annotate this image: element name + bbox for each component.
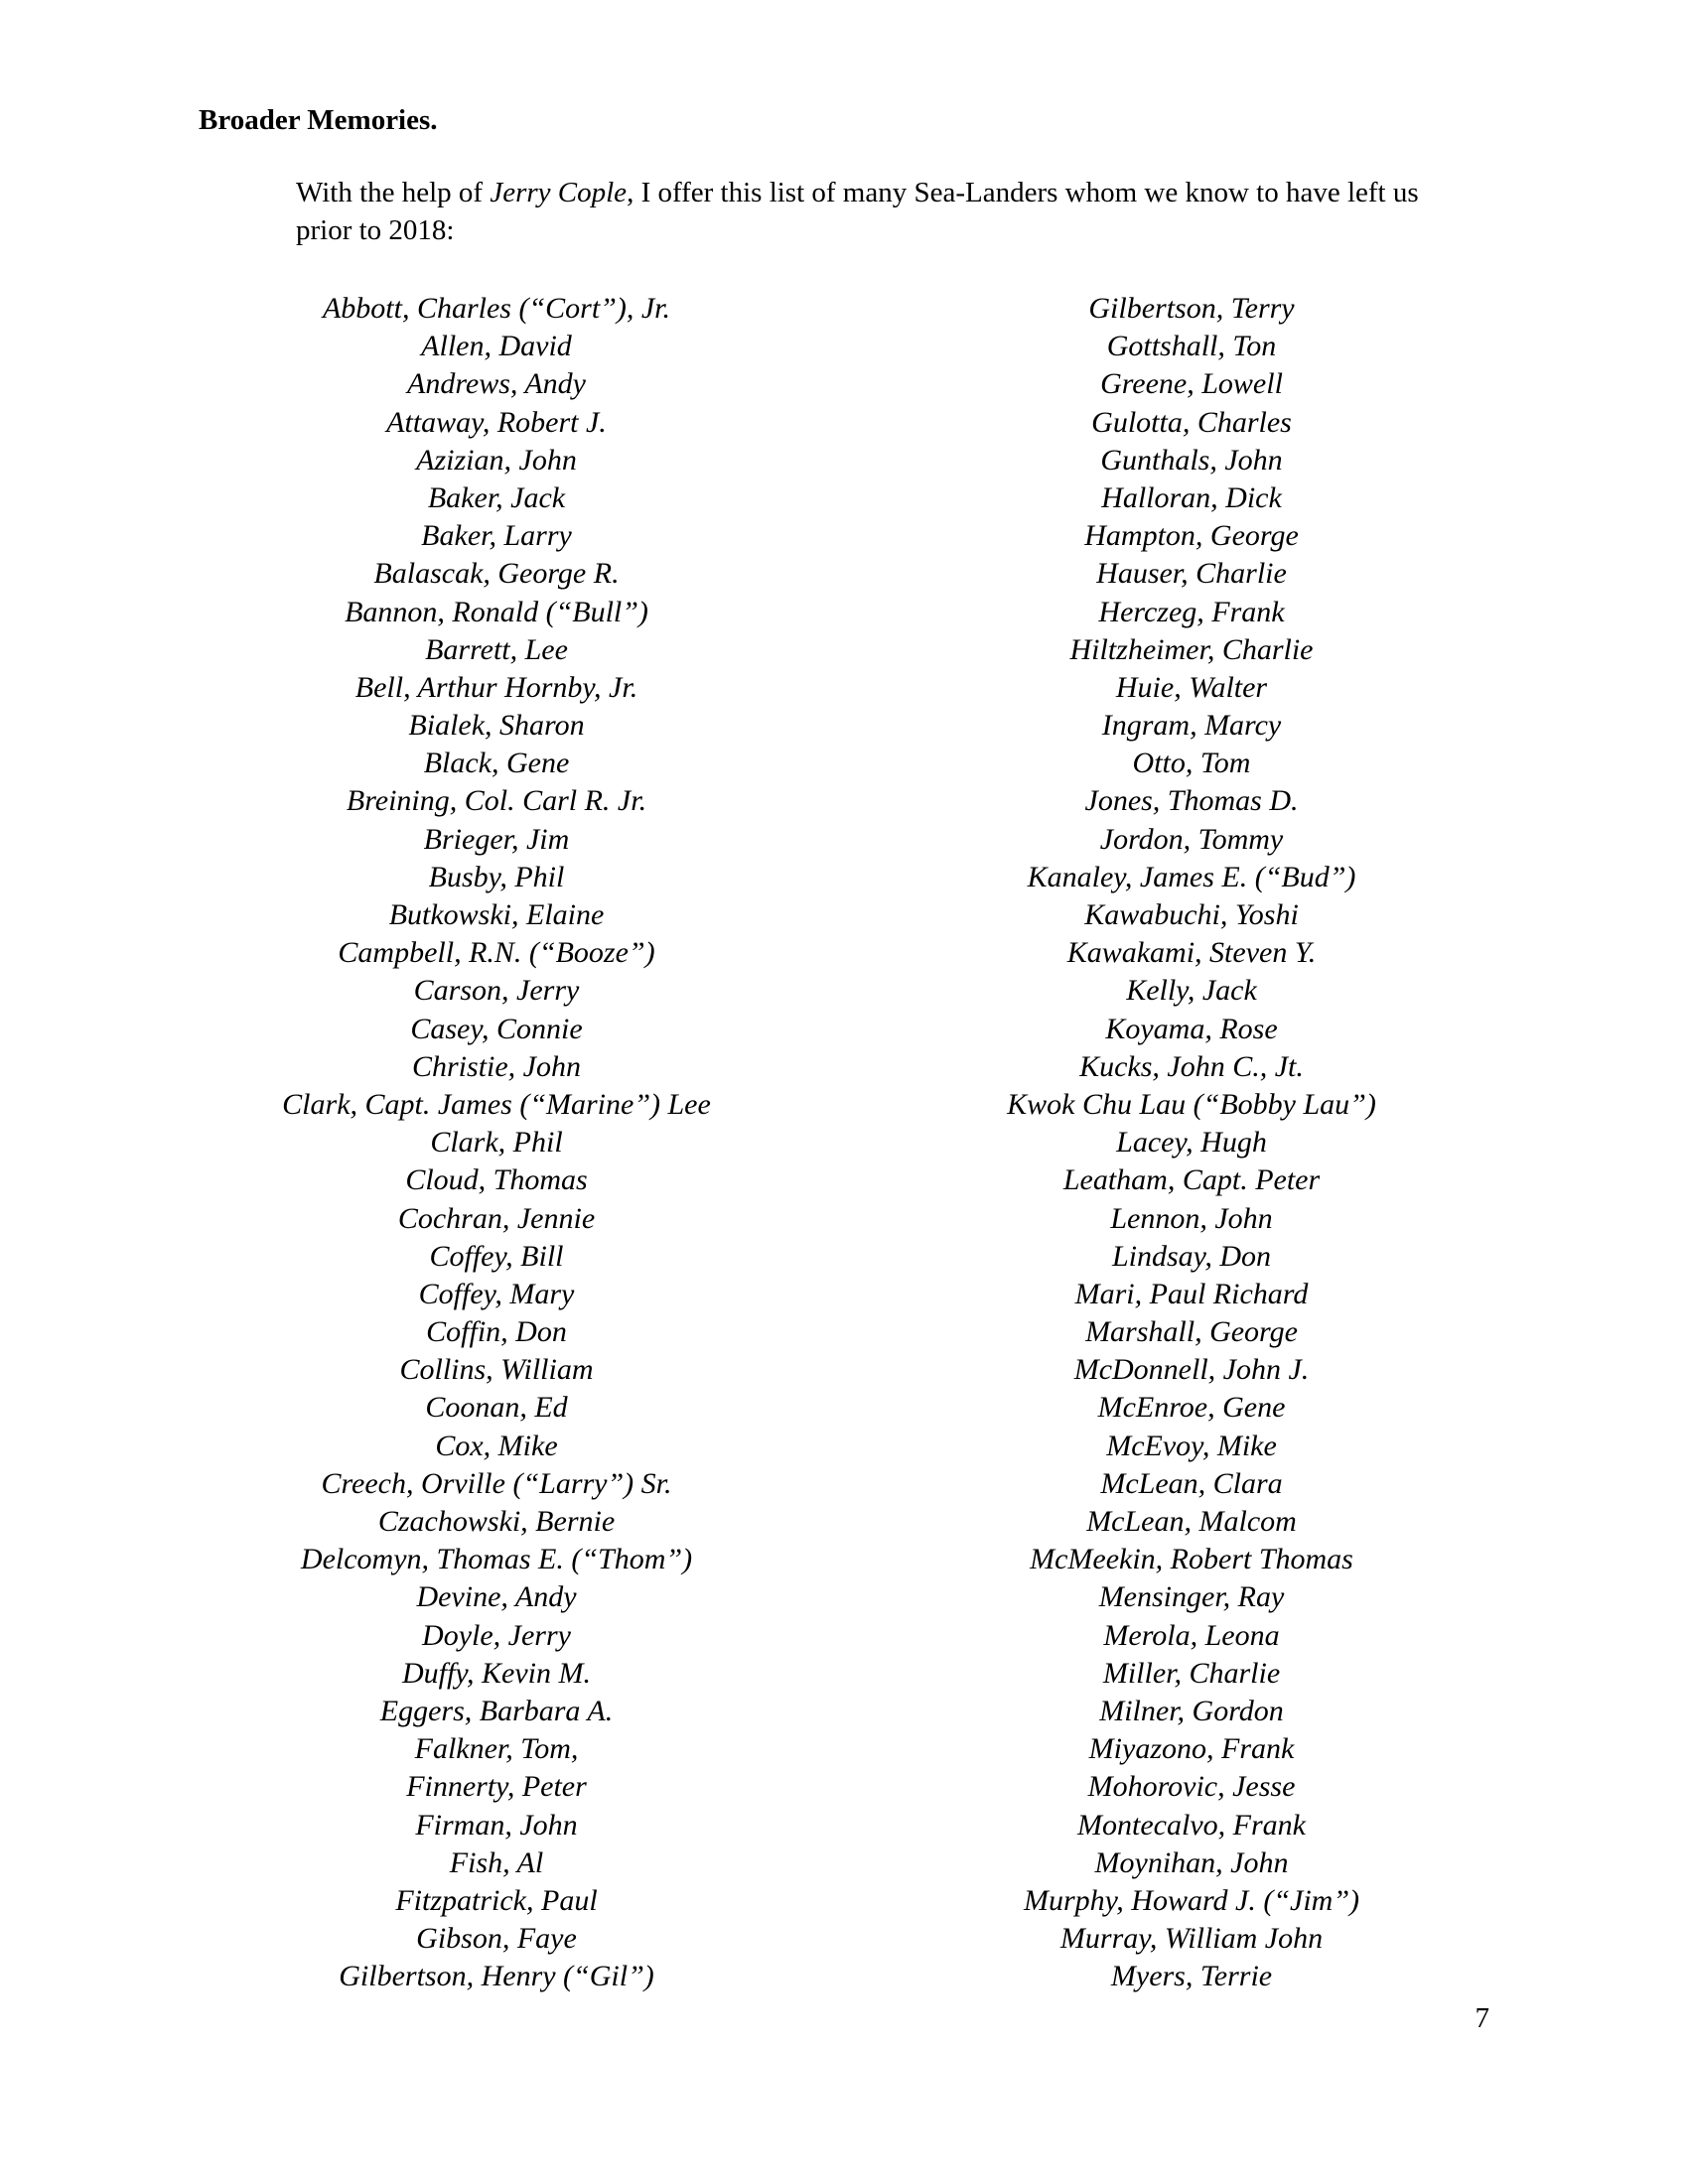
name-entry: Gulotta, Charles [1091,405,1292,439]
name-entry: Montecalvo, Frank [1077,1808,1306,1842]
name-entry: Christie, John [412,1049,581,1083]
name-entry: Hampton, George [1084,519,1299,553]
name-entry: Doyle, Jerry [422,1618,571,1652]
section-heading: Broader Memories. [199,104,438,136]
name-entry: Ingram, Marcy [1101,709,1282,743]
name-entry: Duffy, Kevin M. [402,1656,591,1690]
name-entry: Brieger, Jim [423,822,570,856]
name-entry: Otto, Tom [1132,747,1251,780]
name-entry: Moynihan, John [1094,1845,1289,1879]
name-entry: Black, Gene [423,747,570,780]
name-entry: Mari, Paul Richard [1074,1277,1309,1310]
name-entry: Koyama, Rose [1105,1012,1278,1045]
name-entry: Collins, William [399,1353,594,1387]
name-entry: Fitzpatrick, Paul [395,1883,598,1917]
name-entry: Miller, Charlie [1102,1656,1281,1690]
name-entry: Campbell, R.N. (“Booze”) [338,936,655,970]
name-entry: Gunthals, John [1100,443,1283,477]
name-entry: Butkowski, Elaine [388,898,605,931]
name-entry: Coffey, Bill [429,1239,564,1273]
name-entry: Mohorovic, Jesse [1087,1770,1296,1804]
name-entry: Kwok Chu Lau (“Bobby Lau”) [1007,1087,1376,1121]
name-entry: Gilbertson, Terry [1088,292,1295,325]
name-entry: McLean, Malcom [1086,1505,1297,1538]
name-entry: Bannon, Ronald (“Bull”) [345,595,648,628]
name-entry: Lindsay, Don [1111,1239,1272,1273]
name-entry: Hiltzheimer, Charlie [1069,632,1314,666]
name-entry: Busby, Phil [428,860,565,893]
name-entry: Coffey, Mary [418,1277,575,1310]
name-entry: Herczeg, Frank [1098,595,1285,628]
name-entry: Jones, Thomas D. [1084,784,1299,818]
name-entry: Jordon, Tommy [1099,822,1284,856]
name-entry: McMeekin, Robert Thomas [1030,1543,1353,1576]
name-entry: Bialek, Sharon [408,709,585,743]
name-entry: Devine, Andy [416,1580,577,1614]
name-entry: Baker, Jack [427,480,566,514]
name-entry: Kanaley, James E. (“Bud”) [1027,860,1356,893]
name-entry: Attaway, Robert J. [386,405,607,439]
name-entry: McEnroe, Gene [1097,1391,1286,1425]
name-entry: Gottshall, Ton [1106,330,1277,363]
names-list-right [894,290,1489,1995]
name-entry: Azizian, John [416,443,577,477]
name-entry: Lacey, Hugh [1116,1126,1267,1160]
name-entry: Abbott, Charles (“Cort”), Jr. [322,292,671,325]
name-entry: Carson, Jerry [413,974,580,1008]
name-entry: Barrett, Lee [425,632,568,666]
name-entry: Clark, Phil [430,1126,563,1160]
name-entry: Kelly, Jack [1126,974,1257,1008]
name-entry: Murray, William John [1059,1922,1324,1956]
name-entry: Finnerty, Peter [406,1770,587,1804]
name-entry: Cox, Mike [435,1429,558,1462]
name-entry: Miyazono, Frank [1088,1732,1295,1766]
name-entry: Gilbertson, Henry (“Gil”) [339,1960,654,1993]
name-entry: Breining, Col. Carl R. Jr. [346,784,647,818]
name-entry: Kawakami, Steven Y. [1066,936,1317,970]
name-entry: Lennon, John [1110,1201,1273,1235]
intro-credited-name: Jerry Cople [490,177,628,208]
name-entry: Coonan, Ed [425,1391,568,1425]
name-entry: McLean, Clara [1100,1466,1283,1500]
name-entry: Eggers, Barbara A. [379,1694,614,1727]
page-number: 7 [1475,2002,1489,2034]
name-entry: Bell, Arthur Hornby, Jr. [354,670,638,704]
intro-suffix: , I offer this list of many Sea-Landers whom we know to have left us prior to 2018: [296,177,1419,246]
name-entry: Cochran, Jennie [397,1201,596,1235]
name-entry: Baker, Larry [421,519,572,553]
names-list-left [199,290,794,1995]
name-entry: Hauser, Charlie [1096,557,1287,591]
name-entry: Kucks, John C., Jt. [1079,1049,1304,1083]
name-entry: Murphy, Howard J. (“Jim”) [1023,1883,1360,1917]
name-entry: Coffin, Don [426,1315,567,1349]
name-entry: Marshall, George [1085,1315,1298,1349]
name-entry: Leatham, Capt. Peter [1062,1163,1321,1197]
name-entry: Mensinger, Ray [1098,1580,1285,1614]
name-entry: Huie, Walter [1115,670,1268,704]
name-entry: Milner, Gordon [1099,1694,1284,1727]
name-entry: McEvoy, Mike [1106,1429,1277,1462]
name-entry: Halloran, Dick [1101,480,1282,514]
name-entry: Czachowski, Bernie [377,1505,616,1538]
name-entry: Falkner, Tom, [414,1732,579,1766]
intro-paragraph [296,174,1468,249]
name-entry: McDonnell, John J. [1073,1353,1310,1387]
name-entry: Fish, Al [449,1845,544,1879]
name-entry: Clark, Capt. James (“Marine”) Lee [282,1087,711,1121]
name-entry: Cloud, Thomas [405,1163,588,1197]
name-entry: Allen, David [421,330,572,363]
name-entry: Myers, Terrie [1110,1960,1273,1993]
intro-prefix: With the help of [296,177,491,208]
name-entry: Kawabuchi, Yoshi [1084,898,1299,931]
name-entry: Andrews, Andy [407,367,586,401]
name-entry: Balascak, George R. [373,557,620,591]
name-entry: Firman, John [415,1808,578,1842]
name-entry: Casey, Connie [410,1012,583,1045]
name-entry: Merola, Leona [1103,1618,1280,1652]
name-entry: Delcomyn, Thomas E. (“Thom”) [300,1543,693,1576]
name-entry: Greene, Lowell [1100,367,1283,401]
name-entry: Gibson, Faye [416,1922,577,1956]
name-entry: Creech, Orville (“Larry”) Sr. [321,1466,672,1500]
